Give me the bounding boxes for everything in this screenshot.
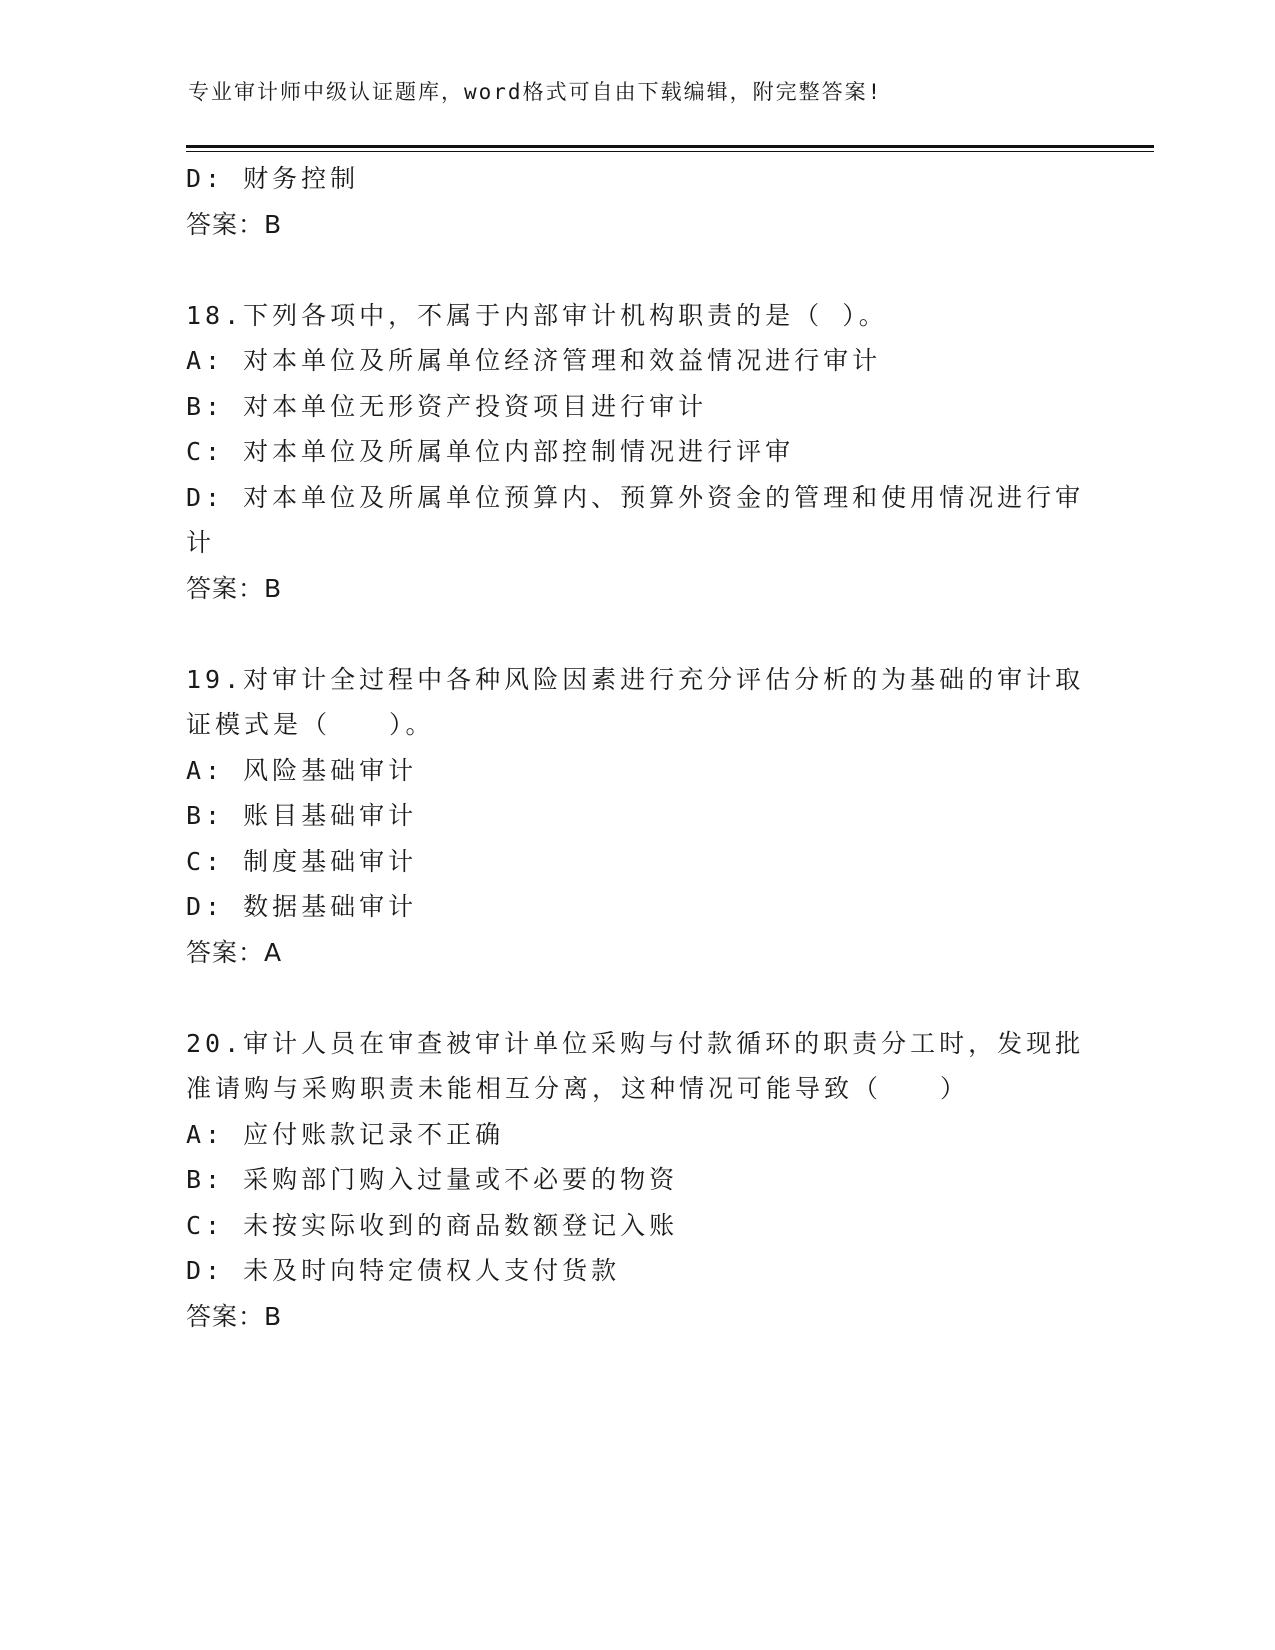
answer: 答案：B (186, 573, 283, 603)
header-rule (186, 145, 1154, 148)
option-d: D: 数据基础审计 (186, 892, 418, 921)
option-d: D: 未及时向特定债权人支付货款 (186, 1256, 621, 1285)
option-a: A: 对本单位及所属单位经济管理和效益情况进行审计 (186, 346, 882, 375)
option-d-continued: 计 (186, 528, 216, 557)
spacer (186, 247, 1086, 293)
question-list (186, 156, 1086, 1339)
option-b: B: 账目基础审计 (186, 801, 418, 830)
question-19 (186, 657, 1086, 976)
question-stem: 18.下列各项中，不属于内部审计机构职责的是（ ）。 (186, 300, 888, 330)
option-d: D: 对本单位及所属单位预算内、预算外资金的管理和使用情况进行审 (186, 482, 1085, 512)
option-c: C: 制度基础审计 (186, 846, 418, 876)
option-a: A: 应付账款记录不正确 (186, 1119, 505, 1149)
question-stem-continued: 准请购与采购职责未能相互分离，这种情况可能导致（ ） (186, 1074, 970, 1103)
question-stem: 20.审计人员在审查被审计单位采购与付款循环的职责分工时，发现批 (186, 1028, 1085, 1058)
answer: 答案：A (186, 937, 283, 967)
option-b: B: 采购部门购入过量或不必要的物资 (186, 1165, 679, 1194)
option-c: C: 未按实际收到的商品数额登记入账 (186, 1210, 679, 1240)
spacer (186, 975, 1086, 1021)
question-stem: 19.对审计全过程中各种风险因素进行充分评估分析的为基础的审计取 (186, 664, 1085, 694)
question-20 (186, 1021, 1086, 1340)
option-d: D: 财务控制 (186, 164, 360, 193)
question-18 (186, 293, 1086, 612)
question-stem-continued: 证模式是（ ）。 (186, 710, 435, 739)
option-b: B: 对本单位无形资产投资项目进行审计 (186, 391, 708, 421)
page-header: 专业审计师中级认证题库，word格式可自由下载编辑，附完整答案! (188, 80, 883, 104)
question-17-tail (186, 156, 1086, 247)
option-a: A: 风险基础审计 (186, 755, 418, 785)
spacer (186, 611, 1086, 657)
answer: 答案：B (186, 1301, 283, 1331)
option-c: C: 对本单位及所属单位内部控制情况进行评审 (186, 437, 795, 466)
answer: 答案：B (186, 209, 283, 239)
header-rule-thin (186, 151, 1154, 152)
